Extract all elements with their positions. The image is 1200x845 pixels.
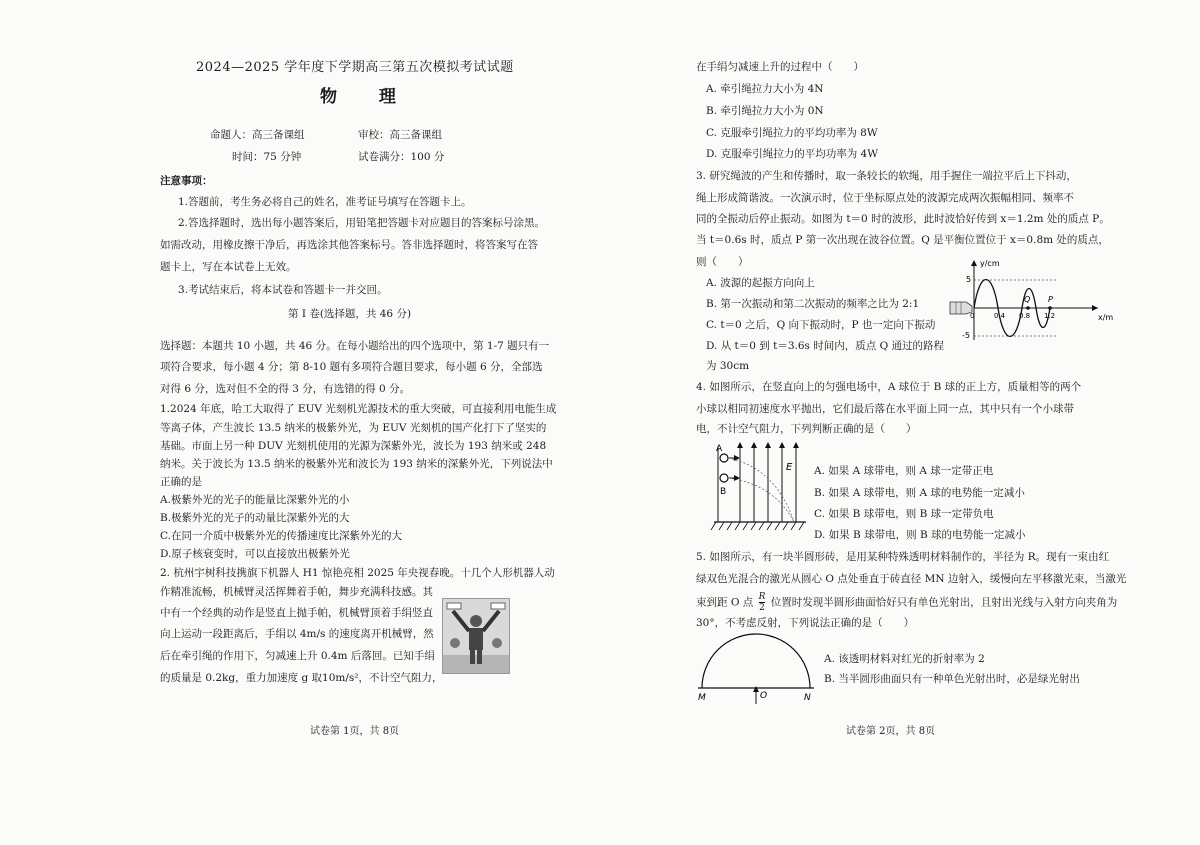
- wave-x-tick-0-8: 0.8: [1019, 312, 1031, 320]
- field-label-a: A: [716, 444, 723, 454]
- q4-option-c: C. 如果 B 球带电，则 B 球一定带负电: [814, 508, 994, 520]
- q5-line-4: 30°，不考虑反射，下列说法正确的是（ ）: [696, 617, 915, 629]
- notice-item-2: 2.答选择题时，选出每小题答案后，用铅笔把答题卡对应题目的答案标号涂黑。: [178, 217, 546, 229]
- q4-line-2: 小球以相同初速度水平抛出，它们最后落在水平面上同一点，其中只有一个小球带: [696, 403, 1074, 415]
- q4-option-d: D. 如果 B 球带电，则 B 球的电势能一定减小: [814, 529, 1026, 541]
- q3-line-3: 同的全振动后停止振动。如图为 t＝0 时的波形，此时波恰好传到 x＝1.2m 处的质点 P。: [696, 213, 1110, 225]
- q1-line-4: 纳米。关于波长为 13.5 纳米的极紫外光和波长为 193 纳米的深紫外光，下列说法中: [160, 458, 553, 470]
- wave-diagram: [948, 252, 1113, 342]
- wave-point-q: Q: [1024, 295, 1031, 304]
- q5-line-2: 绿双色光混合的激光从圆心 O 点处垂直于砖直径 MN 边射入，缓慢向左平移激光束，当激光: [696, 573, 1127, 585]
- field-label-b: B: [720, 487, 727, 497]
- q5-line-3-start: 束到距 O 点: [696, 596, 754, 609]
- q2-line-2: 作精准流畅，机械臂灵活挥舞着手帕，舞步充满科技感。其: [160, 586, 433, 598]
- q2-line-4: 向上运动一段距离后，手绢以 4m/s 的速度离开机械臂，然: [160, 628, 434, 640]
- notice-item-3: 3.考试结束后，将本试卷和答题卡一并交回。: [178, 284, 388, 296]
- hand-icon: [950, 302, 972, 314]
- q3-option-c: C. t＝0 之后，Q 向下振动时，P 也一定向下振动: [706, 319, 936, 331]
- q2-line-3: 中有一个经典的动作是竖直上抛手帕，机械臂顶着手绢竖直: [160, 607, 433, 619]
- q2-line-5: 后在牵引绳的作用下，匀减速上升 0.4m 后落回。已知手绢: [160, 650, 435, 662]
- q3-line-5: 则（ ）: [696, 256, 749, 268]
- notice-item-2-line-2: 如需改动，用橡皮擦干净后，再选涂其他答案标号。答非选择题时，将答案写在答: [160, 239, 538, 251]
- q5-line-3-end: 位置时发现半圆形曲面恰好只有单色光射出，且射出光线与入射方向夹角为: [770, 596, 1118, 609]
- wave-x-tick-0-4: 0.4: [994, 312, 1006, 320]
- q4-line-1: 4. 如图所示，在竖直向上的匀强电场中，A 球位于 B 球的正上方，质量相等的两个: [696, 381, 1082, 393]
- q1-line-3: 基础。市面上另一种 DUV 光刻机使用的光源为深紫外光，波长为 193 纳米或 248: [160, 440, 547, 452]
- semicircle-label-n: N: [804, 693, 811, 703]
- q1-option-a: A.极紫外光的光子的能量比深紫外光的小: [160, 494, 350, 506]
- q5-line-3: [696, 592, 1117, 613]
- q3-option-b: B. 第一次振动和第二次振动的频率之比为 2:1: [706, 298, 920, 310]
- page-1: [160, 0, 557, 845]
- q1-line-2: 等离子体，产生波长 13.5 纳米的极紫外光，为 EUV 光刻机的国产化打下了坚实的: [160, 422, 547, 434]
- semicircle-label-m: M: [698, 693, 706, 703]
- notice-item-1: 1.答题前，考生务必将自己的姓名，准考证号填写在答题卡上。: [178, 196, 472, 208]
- q2-line-6: 的质量是 0.2kg，重力加速度 g 取10m/s²，不计空气阻力，: [160, 672, 443, 684]
- wave-x-label: x/m: [1098, 313, 1113, 322]
- wave-y-tick-5: 5: [966, 275, 972, 284]
- field-label-e: E: [786, 462, 793, 473]
- instruction-line-3: 对得 6 分，选对但不全的得 3 分，有选错的得 0 分。: [160, 383, 411, 395]
- q2-option-a: A. 牵引绳拉力大小为 4N: [706, 83, 824, 95]
- q4-option-b: B. 如果 A 球带电，则 A 球的电势能一定减小: [814, 487, 1025, 499]
- wave-point-p: P: [1048, 295, 1053, 304]
- q3-option-d-line-2: 为 30cm: [706, 360, 750, 372]
- q5-fraction-numerator: R: [758, 592, 766, 602]
- reviewer-line: 审校：高三备课组: [358, 129, 442, 141]
- notice-item-2-line-3: 题卡上，写在本试卷上无效。: [160, 261, 297, 273]
- q5-fraction: [759, 592, 766, 613]
- q1-option-d: D.原子核衰变时，可以直接放出极紫外光: [160, 548, 350, 560]
- page-2-footer: 试卷第 2页，共 8页: [846, 726, 936, 737]
- instruction-line-1: 选择题：本题共 10 小题，共 46 分。在每小题给出的四个选项中，第 1-7 题只有一: [160, 340, 550, 352]
- score-line: 试卷满分：100 分: [358, 151, 445, 163]
- q1-option-b: B.极紫外光的光子的动量比深紫外光的大: [160, 512, 350, 524]
- notice-heading: 注意事项：: [160, 175, 213, 187]
- wave-y-label: y/cm: [980, 259, 1000, 268]
- q4-line-3: 电，不计空气阻力，下列判断正确的是（ ）: [696, 423, 917, 435]
- author-line: 命题人：高三备课组: [210, 129, 305, 141]
- q2-option-c: C. 克服牵引绳拉力的平均功率为 8W: [706, 127, 878, 139]
- q2-line-1: 2. 杭州宇树科技携旗下机器人 H1 惊艳亮相 2025 年央视春晚。十几个人形机器人动: [160, 567, 555, 579]
- q5-fraction-denominator: 2: [759, 603, 765, 613]
- q3-line-4: 当 t＝0.6s 时，质点 P 第一次出现在波谷位置。Q 是平衡位置位于 x＝0.8m 处的质点，: [696, 234, 1109, 246]
- q1-line-5: 正确的是: [160, 476, 202, 488]
- q5-line-1: 5. 如图所示，有一块半圆形砖，是用某种特殊透明材料制作的，半径为 R。现有一束由红: [696, 551, 1110, 563]
- wave-y-tick-neg5: -5: [962, 331, 970, 340]
- q3-option-d: D. 从 t＝0 到 t＝3.6s 时间内，质点 Q 通过的路程: [706, 340, 945, 352]
- q2-option-d: D. 克服牵引绳拉力的平均功率为 4W: [706, 148, 879, 160]
- semicircle-label-o: O: [760, 691, 768, 701]
- electric-field-diagram: [696, 438, 808, 538]
- wave-x-tick-0: 0: [970, 312, 975, 320]
- q1-option-c: C.在同一介质中极紫外光的传播速度比深紫外光的大: [160, 530, 402, 542]
- semicircle-brick-diagram: [696, 628, 816, 704]
- subject-title: 物 理: [320, 87, 414, 107]
- instruction-line-2: 项符合要求，每小题 4 分；第 8-10 题有多项符合题目要求，每小题 6 分，全部选: [160, 361, 543, 373]
- q1-line-1: 1.2024 年底，哈工大取得了 EUV 光刻机光源技术的重大突破，可直接利用电能生成: [160, 403, 557, 415]
- q4-option-a: A. 如果 A 球带电，则 A 球一定带正电: [814, 465, 994, 477]
- q2-continued: 在手绢匀减速上升的过程中（ ）: [696, 61, 864, 73]
- page-1-footer: 试卷第 1页，共 8页: [310, 726, 400, 737]
- wave-x-tick-1-2: 1.2: [1044, 312, 1056, 320]
- q5-option-a: A. 该透明材料对红光的折射率为 2: [824, 653, 985, 665]
- page-2: [696, 0, 1127, 845]
- q3-option-a: A. 波源的起振方向向上: [706, 277, 815, 289]
- q3-line-2: 绳上形成简谐波。一次演示时，位于坐标原点处的波源完成两次振幅相同、频率不: [696, 192, 1074, 204]
- q2-option-b: B. 牵引绳拉力大小为 0N: [706, 105, 824, 117]
- exam-title: 2024—2025 学年度下学期高三第五次模拟考试试题: [196, 60, 514, 75]
- robot-photo: [442, 598, 510, 674]
- time-line: 时间：75 分钟: [232, 151, 302, 163]
- q3-line-1: 3. 研究绳波的产生和传播时，取一条较长的软绳，用手握住一端拉平后上下抖动，: [696, 170, 1077, 182]
- q5-option-b: B. 当半圆形曲面只有一种单色光射出时，必是绿光射出: [824, 673, 1080, 685]
- section-title: 第 I 卷(选择题，共 46 分): [288, 308, 412, 320]
